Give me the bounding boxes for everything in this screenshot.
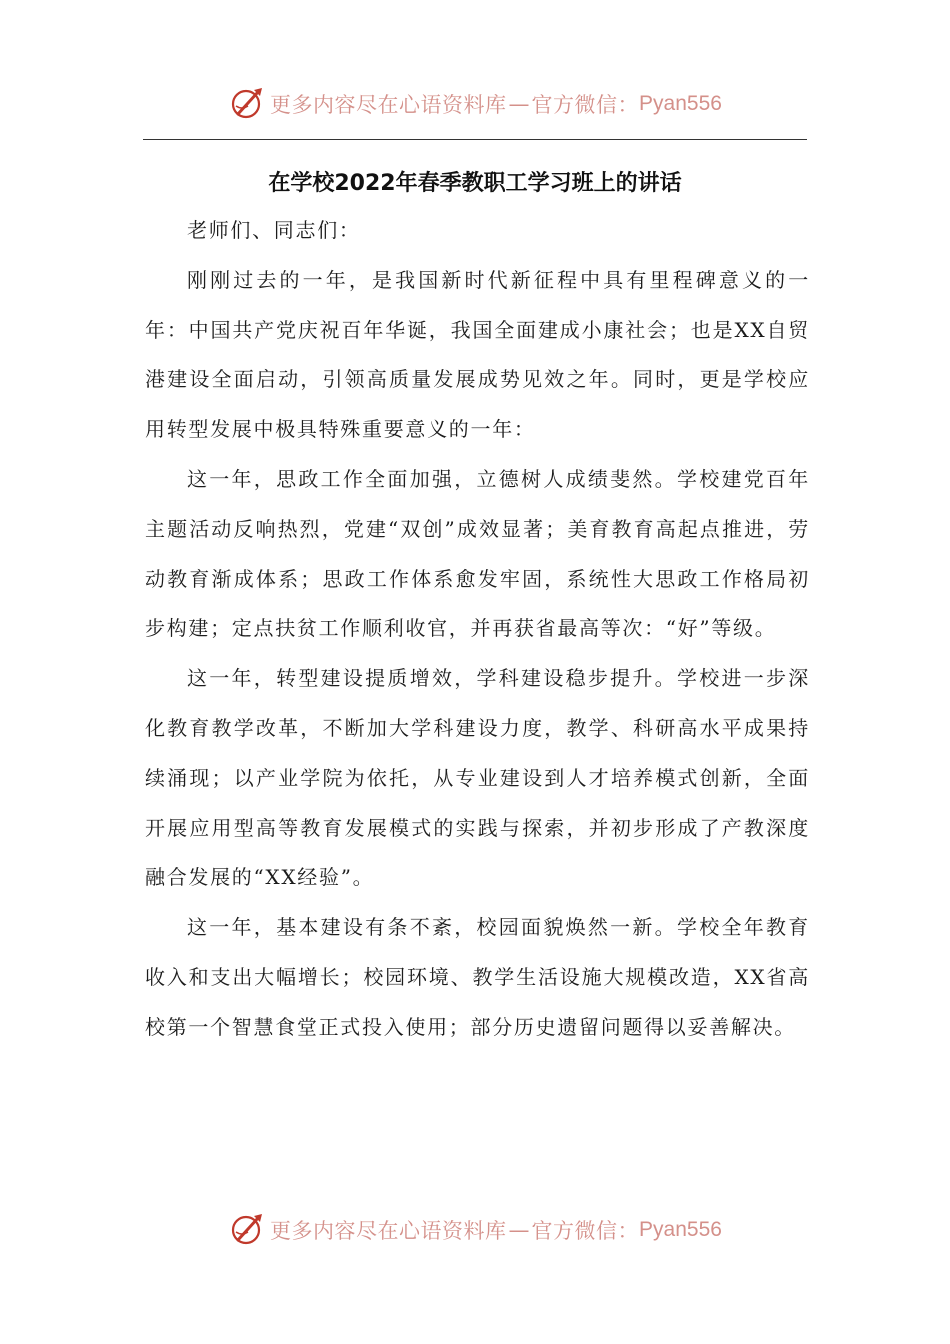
document-body [145,206,810,1053]
header-watermark [0,82,950,126]
watermark-separator: — [508,1218,530,1242]
document-title: 在学校2022年春季教职工学习班上的讲话 [268,171,682,196]
footer-watermark [0,1208,950,1252]
paragraph: 这一年，思政工作全面加强，立德树人成绩斐然。学校建党百年主题活动反响热烈，党建“双创”成效显著；美育教育高起点推进，劳动教育渐成体系；思政工作体系愈发牢固，系统性大思政工作格局初步构建；定点扶贫工作顺利收官，并再获省最高等次：“好”等级。 [145,466,810,641]
watermark-wechat-id: Pyan556 [639,92,722,115]
watermark-text: 更多内容尽在心语资料库 [270,1219,507,1243]
header-divider [143,139,807,140]
watermark-separator: — [508,92,530,116]
watermark-wechat-label: 官方微信： [531,93,640,117]
watermark-wechat-id: Pyan556 [639,1218,722,1241]
paragraph: 这一年，转型建设提质增效，学科建设稳步提升。学校进一步深化教育教学改革，不断加大学科建设力度，教学、科研高水平成果持续涌现；以产业学院为依托，从专业建设到人才培养模式创新，全面开展应用型高等教育发展模式的实践与探索，并初步形成了产教深度融合发展的“XX经验”。 [145,666,810,890]
watermark-text: 更多内容尽在心语资料库 [270,93,507,117]
pen-logo-icon [228,84,268,124]
watermark-wechat-label: 官方微信： [531,1219,640,1243]
pen-logo-icon [228,1210,268,1250]
paragraph: 这一年，基本建设有条不紊，校园面貌焕然一新。学校全年教育收入和支出大幅增长；校园环境、教学生活设施大规模改造，XX省高校第一个智慧食堂正式投入使用；部分历史遗留问题得以妥善解决。 [145,915,810,1039]
paragraph: 刚刚过去的一年，是我国新时代新征程中具有里程碑意义的一年：中国共产党庆祝百年华诞，我国全面建成小康社会；也是XX自贸港建设全面启动，引领高质量发展成势见效之年。同时，更是学校应用转型发展中极具特殊重要意义的一年： [145,267,810,442]
salutation: 老师们、同志们： [187,218,361,242]
